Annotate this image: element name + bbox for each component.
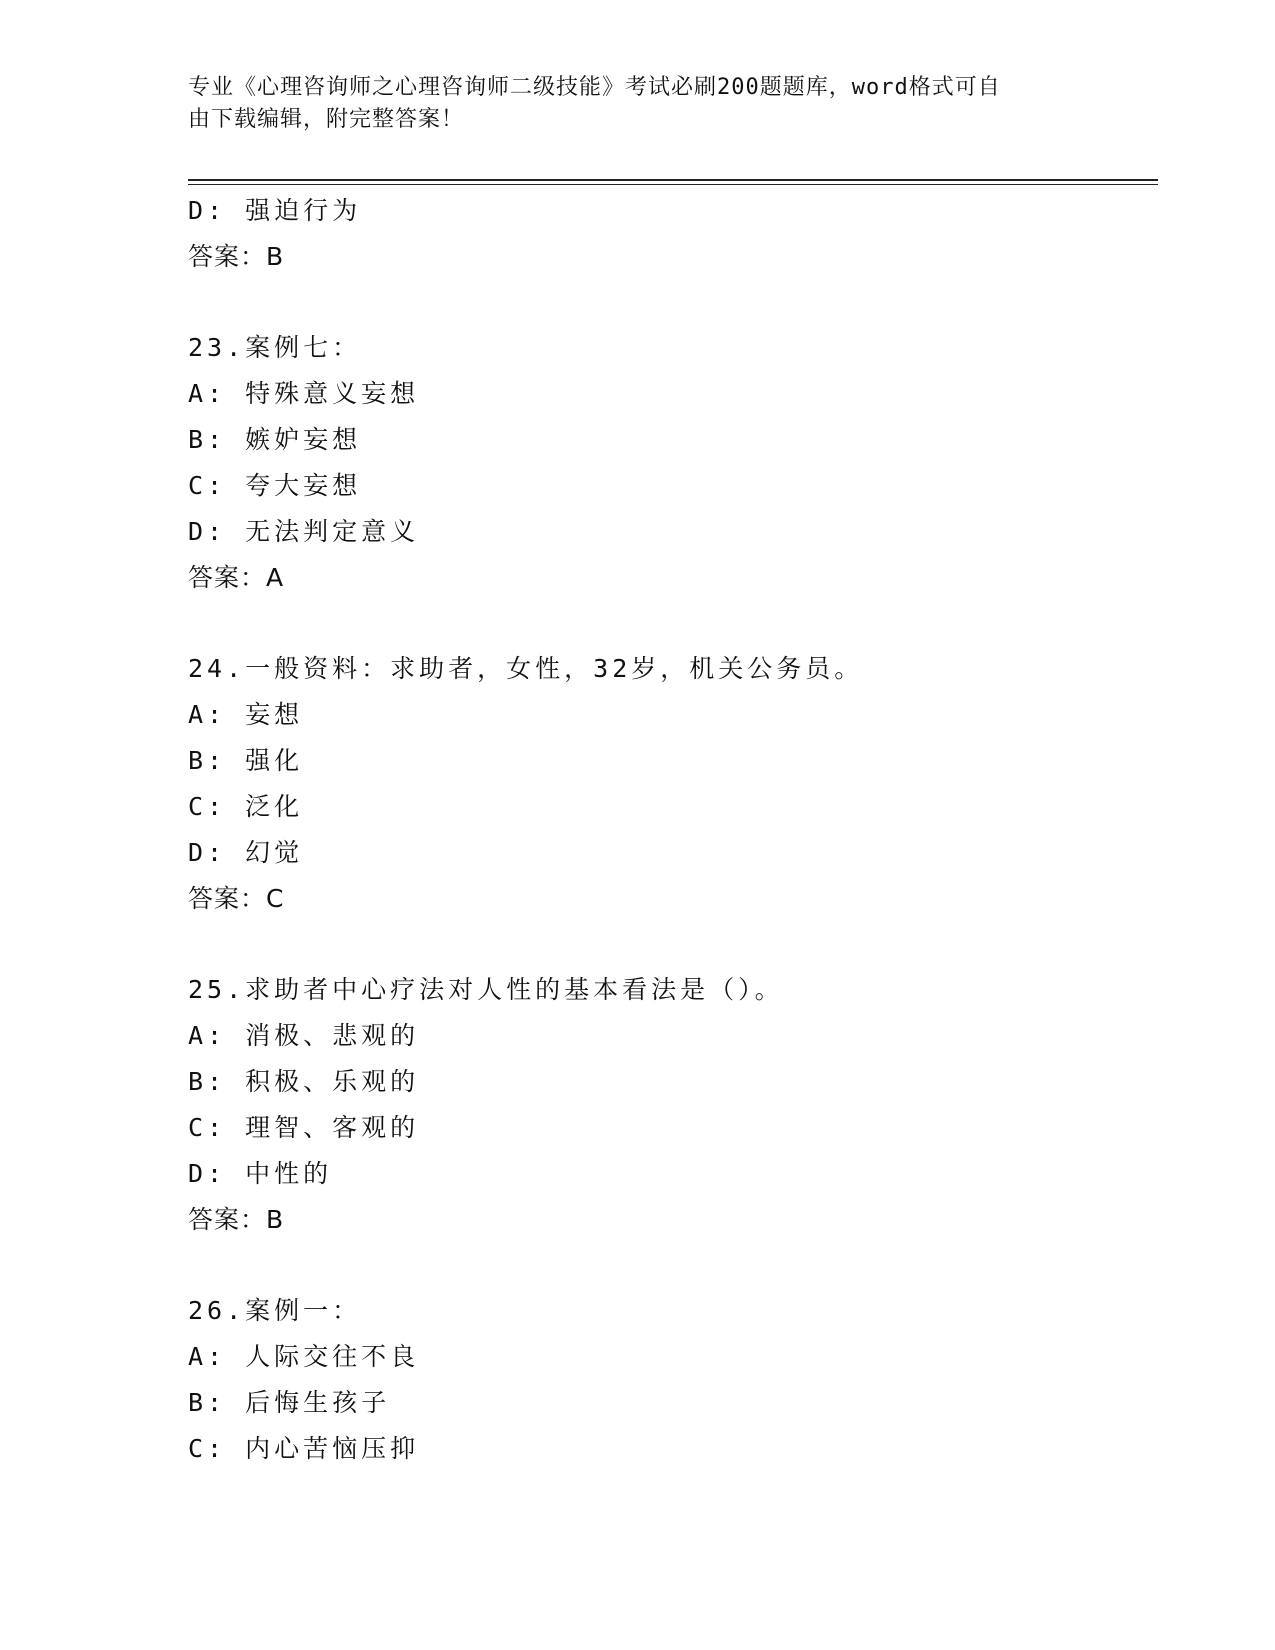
answer-line: 答案：C	[188, 884, 285, 913]
option-a: A: 妄想	[188, 700, 304, 729]
option-a: A: 人际交往不良	[188, 1342, 420, 1371]
question-stem: 25.求助者中心疗法对人性的基本看法是（）。	[188, 975, 784, 1004]
question-24	[188, 646, 1158, 922]
option-c: C: 内心苦恼压抑	[188, 1434, 420, 1463]
header-divider-thick	[188, 179, 1158, 181]
question-23	[188, 325, 1158, 601]
option-c: C: 理智、客观的	[188, 1113, 420, 1142]
question-stem: 26.案例一：	[188, 1296, 362, 1325]
question-25	[188, 967, 1158, 1243]
header-line-1: 专业《心理咨询师之心理咨询师二级技能》考试必刷200题题库，word格式可自	[188, 75, 1001, 100]
header-divider-thin	[188, 184, 1158, 185]
option-d: D: 强迫行为	[188, 196, 362, 225]
option-b: B: 积极、乐观的	[188, 1067, 420, 1096]
document-header	[188, 72, 1068, 136]
option-c: C: 夸大妄想	[188, 471, 362, 500]
option-a: A: 特殊意义妄想	[188, 379, 420, 408]
header-line-2: 由下载编辑，附完整答案！	[188, 107, 465, 132]
document-body	[188, 188, 1158, 1472]
option-b: B: 强化	[188, 746, 304, 775]
answer-line: 答案：B	[188, 242, 285, 271]
option-b: B: 后悔生孩子	[188, 1388, 391, 1417]
question-26	[188, 1288, 1158, 1472]
option-a: A: 消极、悲观的	[188, 1021, 420, 1050]
answer-line: 答案：B	[188, 1205, 285, 1234]
answer-line: 答案：A	[188, 563, 285, 592]
question-stem: 24.一般资料：求助者，女性，32岁，机关公务员。	[188, 654, 864, 683]
option-d: D: 无法判定意义	[188, 517, 420, 546]
option-d: D: 幻觉	[188, 838, 304, 867]
option-c: C: 泛化	[188, 792, 304, 821]
option-b: B: 嫉妒妄想	[188, 425, 362, 454]
option-d: D: 中性的	[188, 1159, 333, 1188]
question-22-continued	[188, 188, 1158, 280]
question-stem: 23.案例七：	[188, 333, 362, 362]
